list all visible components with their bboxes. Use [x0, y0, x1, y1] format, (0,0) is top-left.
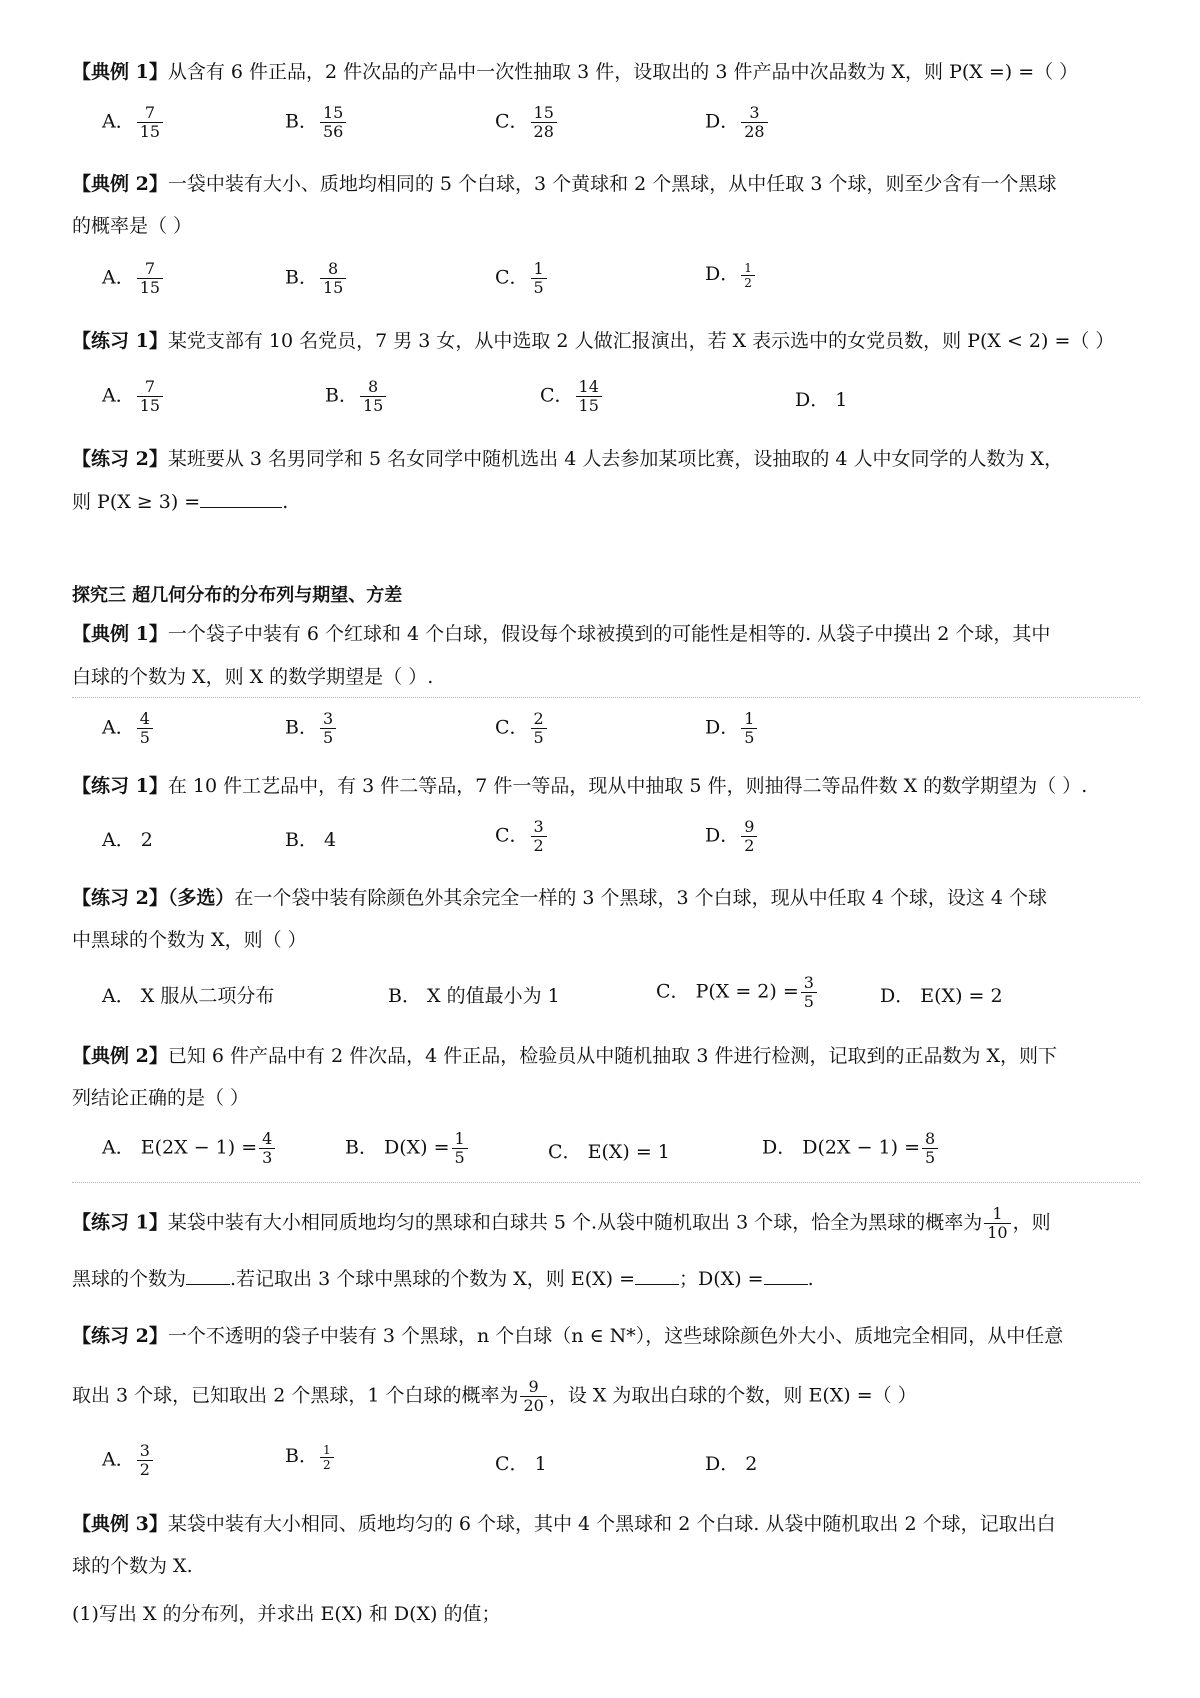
q6-option-b: B． 4 [285, 829, 337, 851]
q1-text: 从含有 6 件正品，2 件次品的产品中一次性抽取 3 件，设取出的 3 件产品中次品数为 X，则 P(X =) =（ ） [167, 61, 1079, 83]
q1-option-b: B． $\frac{15}{56}$ [285, 104, 348, 141]
section-title: 探究三 超几何分布的分布列与期望、方差 [72, 585, 403, 606]
fraction: $\frac{3}{2}$ [137, 1442, 153, 1479]
fraction: $\frac{1}{5}$ [531, 260, 547, 297]
q7-option-c: C． P(X = 2) = $\frac{3}{5}$ [656, 974, 819, 1011]
q3-option-b: B． $\frac{8}{15}$ [325, 378, 388, 415]
answer-blank[interactable] [635, 1264, 679, 1285]
fraction: $\frac{3}{28}$ [741, 104, 767, 141]
answer-blank[interactable] [200, 487, 282, 508]
q2-option-b: B． $\frac{8}{15}$ [285, 260, 348, 297]
q7-head: 【练习 2】 [72, 887, 168, 909]
fraction: $\frac{1}{5}$ [741, 710, 757, 747]
q3-option-c: C． $\frac{14}{15}$ [540, 378, 604, 415]
fraction: $\frac{7}{15}$ [137, 104, 163, 141]
fraction: $\frac{3}{2}$ [531, 818, 547, 855]
q6-option-a: A． 2 [102, 829, 153, 851]
q8-stem-line1: 【典例 2】已知 6 件产品中有 2 件次品，4 件正品，检验员从中随机抽取 3 件进行检测，记取到的正品数为 X，则下 [72, 1045, 1058, 1067]
q5-option-a: A． $\frac{4}{5}$ [102, 710, 155, 747]
fraction: $\frac{2}{5}$ [531, 710, 547, 747]
q11-part-1: (1)写出 X 的分布列，并求出 E(X) 和 D(X) 的值； [72, 1603, 501, 1625]
q8-option-d: D． D(2X − 1) = $\frac{8}{5}$ [762, 1130, 940, 1167]
q7-stem-line2: 中黑球的个数为 X，则（ ） [72, 929, 307, 951]
q8-option-a: A． E(2X − 1) = $\frac{4}{3}$ [102, 1130, 277, 1167]
dotted-divider [72, 697, 1140, 698]
q2-option-d: D． $\frac{1}{2}$ [705, 260, 757, 290]
q1-head: 【典例 1】 [72, 61, 168, 83]
q1-option-a: A． $\frac{7}{15}$ [102, 104, 165, 141]
q7-option-a: A． X 服从二项分布 [102, 985, 275, 1007]
q10-stem-line2: 取出 3 个球，已知取出 2 个黑球，1 个白球的概率为 $\frac{9}{20}$ ，设 X 为取出白球的个数，则 E(X) =（ ） [72, 1377, 917, 1415]
q8-stem-line2: 列结论正确的是（ ） [72, 1087, 250, 1109]
q7-stem-line1: 【练习 2】（多选）在一个袋中装有除颜色外其余完全一样的 3 个黑球，3 个白球，现从中任取 4 个球，设这 4 个球 [72, 887, 1047, 909]
q5-option-b: B． $\frac{3}{5}$ [285, 710, 338, 747]
q7-option-d: D． E(X) = 2 [880, 985, 1003, 1007]
q3-option-a: A． $\frac{7}{15}$ [102, 378, 165, 415]
fraction: $\frac{9}{2}$ [741, 818, 757, 855]
q2-stem-line1: 【典例 2】一袋中装有大小、质地均相同的 5 个白球，3 个黄球和 2 个黑球，从中任取 3 个球，则至少含有一个黑球 [72, 173, 1057, 195]
q11-head: 【典例 3】 [72, 1513, 168, 1535]
q2-option-c: C． $\frac{1}{5}$ [495, 260, 549, 297]
q5-stem-line1: 【典例 1】一个袋子中装有 6 个红球和 4 个白球，假设每个球被摸到的可能性是相等的. 从袋子中摸出 2 个球，其中 [72, 623, 1051, 645]
q1-stem [72, 58, 1140, 86]
fraction: $\frac{1}{10}$ [984, 1205, 1010, 1242]
q2-stem-line2: 的概率是（ ） [72, 215, 193, 237]
q10-option-a: A． $\frac{3}{2}$ [102, 1442, 155, 1479]
q3-option-d: D． 1 [795, 389, 848, 411]
q10-stem-line1: 【练习 2】一个不透明的袋子中装有 3 个黑球，n 个白球（n ∈ N*），这些球除颜色外大小、质地完全相同，从中任意 [72, 1325, 1064, 1347]
q10-head: 【练习 2】 [72, 1325, 168, 1347]
q3-head: 【练习 1】 [72, 330, 168, 352]
q10-option-d: D． 2 [705, 1453, 758, 1475]
answer-blank[interactable] [186, 1264, 230, 1285]
q8-option-c: C． E(X) = 1 [548, 1141, 670, 1163]
q11-stem-line2: 球的个数为 X. [72, 1555, 193, 1577]
fraction: $\frac{8}{15}$ [320, 260, 346, 297]
q2-option-a: A． $\frac{7}{15}$ [102, 260, 165, 297]
fraction: $\frac{1}{2}$ [320, 1443, 334, 1472]
q7-option-b: B． X 的值最小为 1 [388, 985, 560, 1007]
q6-head: 【练习 1】 [72, 775, 168, 797]
q1-option-d: D． $\frac{3}{28}$ [705, 104, 770, 141]
q9-stem-line1: 【练习 1】某袋中装有大小相同质地均匀的黑球和白球共 5 个.从袋中随机取出 3 个球，恰全为黑球的概率为 $\frac{1}{10}$ ，则 [72, 1204, 1051, 1242]
multi-select-tag: （多选） [167, 887, 235, 909]
q10-option-c: C． 1 [495, 1453, 547, 1475]
fraction: $\frac{1}{5}$ [452, 1130, 468, 1167]
fraction: $\frac{7}{15}$ [137, 260, 163, 297]
q10-option-b: B． $\frac{1}{2}$ [285, 1442, 336, 1472]
answer-blank[interactable] [764, 1264, 808, 1285]
fraction: $\frac{15}{56}$ [320, 104, 346, 141]
q6-option-c: C． $\frac{3}{2}$ [495, 818, 549, 855]
fraction: $\frac{4}{3}$ [259, 1130, 275, 1167]
fraction: $\frac{15}{28}$ [531, 104, 557, 141]
q5-option-d: D． $\frac{1}{5}$ [705, 710, 759, 747]
fraction: $\frac{3}{5}$ [320, 710, 336, 747]
dotted-divider [72, 1182, 1140, 1183]
fraction: $\frac{9}{20}$ [520, 1378, 546, 1415]
q4-stem-line1: 【练习 2】某班要从 3 名男同学和 5 名女同学中随机选出 4 人去参加某项比赛，设抽取的 4 人中女同学的人数为 X， [72, 448, 1064, 470]
q5-option-c: C． $\frac{2}{5}$ [495, 710, 549, 747]
fraction: $\frac{4}{5}$ [137, 710, 153, 747]
q9-stem-line2: 黑球的个数为 .若记取出 3 个球中黑球的个数为 X，则 E(X) = ；D(X) = . [72, 1264, 1140, 1293]
fraction: $\frac{7}{15}$ [137, 378, 163, 415]
q1-option-c: C． $\frac{15}{28}$ [495, 104, 559, 141]
q11-stem-line1: 【典例 3】某袋中装有大小相同、质地均匀的 6 个球，其中 4 个黑球和 2 个白球. 从袋中随机取出 2 个球，记取出白 [72, 1513, 1056, 1535]
q2-head: 【典例 2】 [72, 173, 168, 195]
q9-head: 【练习 1】 [72, 1211, 168, 1234]
q4-stem-line2: 则 P(X ≥ 3) = . [72, 487, 1140, 516]
fraction: $\frac{8}{15}$ [360, 378, 386, 415]
q6-stem: 【练习 1】在 10 件工艺品中，有 3 件二等品，7 件一等品，现从中抽取 5 件，则抽得二等品件数 X 的数学期望为（ ）. [72, 775, 1088, 797]
fraction: $\frac{1}{2}$ [741, 261, 755, 290]
fraction: $\frac{8}{5}$ [922, 1130, 938, 1167]
q8-option-b: B． D(X) = $\frac{1}{5}$ [345, 1130, 470, 1167]
q8-head: 【典例 2】 [72, 1045, 168, 1067]
fraction: $\frac{14}{15}$ [576, 378, 602, 415]
fraction: $\frac{3}{5}$ [801, 974, 817, 1011]
q4-head: 【练习 2】 [72, 448, 168, 470]
q5-head: 【典例 1】 [72, 623, 168, 645]
q6-option-d: D． $\frac{9}{2}$ [705, 818, 759, 855]
q3-stem: 【练习 1】某党支部有 10 名党员，7 男 3 女，从中选取 2 人做汇报演出，若 X 表示选中的女党员数，则 P(X < 2) =（ ） [72, 330, 1115, 352]
q5-stem-line2: 白球的个数为 X，则 X 的数学期望是（ ）. [72, 666, 434, 688]
